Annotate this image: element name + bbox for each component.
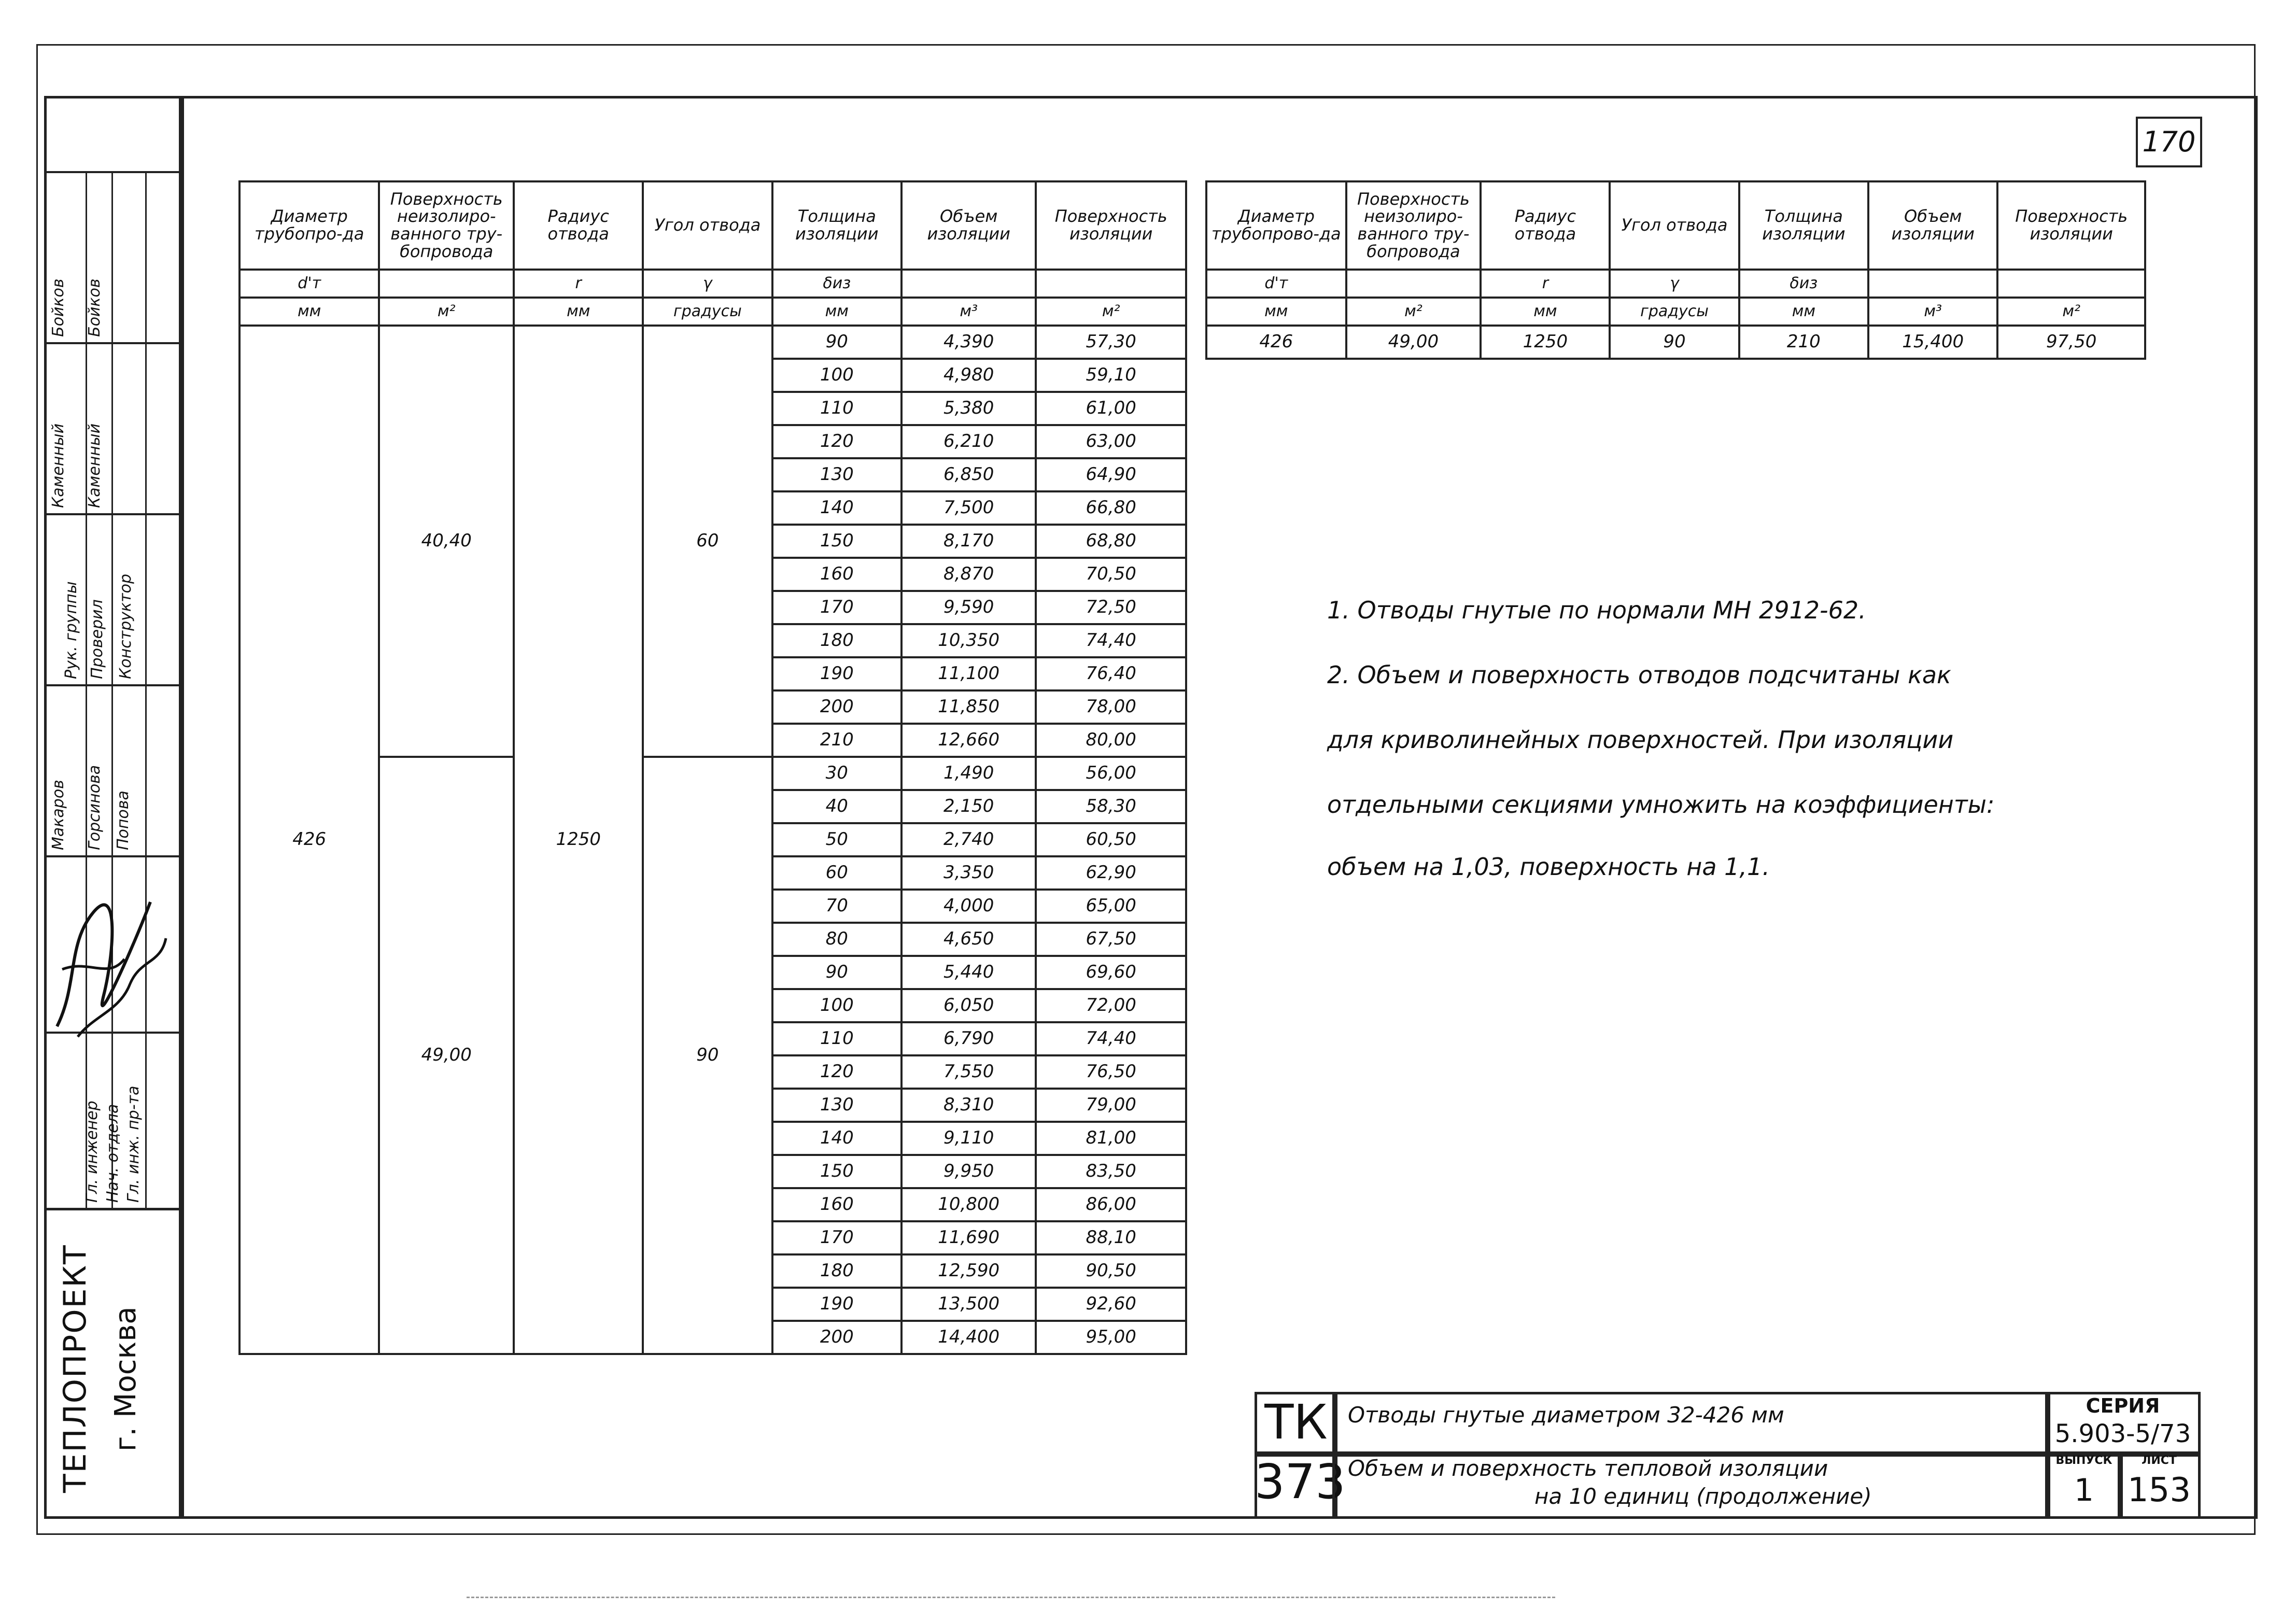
issue-value: 1 — [2074, 1472, 2094, 1508]
cell: 100 — [772, 359, 902, 392]
unit-cell: мм — [514, 298, 643, 326]
cell: 92,60 — [1036, 1288, 1186, 1321]
cell: 4,650 — [902, 923, 1036, 956]
cell: 13,500 — [902, 1288, 1036, 1321]
stamp-name: Каменный — [86, 423, 104, 508]
unit-cell: м² — [379, 298, 514, 326]
cell: 5,380 — [902, 392, 1036, 425]
cell: 130 — [772, 1089, 902, 1122]
note-line: 2. Объем и поверхность отводов подсчитаны как — [1327, 661, 1951, 689]
cell: 50 — [772, 823, 902, 856]
stamp-role: Гл. инженер — [83, 1101, 101, 1203]
cell: 63,00 — [1036, 425, 1186, 458]
page-number: 170 — [2136, 117, 2202, 167]
cell: 12,590 — [902, 1254, 1036, 1288]
col-header: Объем изоляции — [902, 181, 1036, 270]
stamp-role: Проверил — [88, 599, 106, 679]
symbol-cell: γ — [643, 270, 772, 298]
cell: 57,30 — [1036, 326, 1186, 359]
angle-cell: 60 — [643, 326, 772, 757]
symbol-cell: γ — [1610, 270, 1739, 298]
angle-cell: 90 — [643, 757, 772, 1354]
cell: 10,800 — [902, 1188, 1036, 1221]
cell: 170 — [772, 1221, 902, 1254]
cell: 200 — [772, 690, 902, 724]
scan-line — [467, 1597, 1555, 1598]
cell: 78,00 — [1036, 690, 1186, 724]
cell: 120 — [772, 1055, 902, 1089]
unit-cell: мм — [1481, 298, 1610, 326]
unit-cell: мм — [240, 298, 379, 326]
insulation-table-single — [1205, 180, 2146, 360]
cell: 120 — [772, 425, 902, 458]
cell: 80,00 — [1036, 724, 1186, 757]
unit-cell: м³ — [1868, 298, 1997, 326]
unit-cell: м² — [1997, 298, 2145, 326]
symbol-cell: δиз — [772, 270, 902, 298]
unit-row — [1206, 298, 2145, 326]
table-row — [240, 757, 1186, 790]
unit-cell: мм — [1206, 298, 1346, 326]
cell: 140 — [772, 491, 902, 525]
note-line: 1. Отводы гнутые по нормали МН 2912-62. — [1327, 596, 1866, 624]
cell: 9,950 — [902, 1155, 1036, 1188]
cell: 6,210 — [902, 425, 1036, 458]
cell: 97,50 — [1997, 326, 2145, 359]
symbol-cell — [1036, 270, 1186, 298]
cell: 190 — [772, 1288, 902, 1321]
cell: 5,440 — [902, 956, 1036, 989]
cell: 90 — [772, 956, 902, 989]
cell: 30 — [772, 757, 902, 790]
title-line1: Отводы гнутые диаметром 32-426 мм — [1348, 1402, 1784, 1428]
cell: 8,310 — [902, 1089, 1036, 1122]
cell: 9,590 — [902, 591, 1036, 624]
unit-row — [240, 298, 1186, 326]
cell: 12,660 — [902, 724, 1036, 757]
symbol-cell: d'т — [240, 270, 379, 298]
symbol-row — [240, 270, 1186, 298]
cell: 11,100 — [902, 657, 1036, 690]
col-header: Угол отвода — [1610, 181, 1739, 270]
cell: 150 — [772, 1155, 902, 1188]
cell: 95,00 — [1036, 1321, 1186, 1354]
cell: 88,10 — [1036, 1221, 1186, 1254]
stamp-name: Бойков — [86, 278, 104, 337]
cell: 90 — [772, 326, 902, 359]
symbol-cell: r — [1481, 270, 1610, 298]
cell: 1250 — [1481, 326, 1610, 359]
cell: 160 — [772, 1188, 902, 1221]
note-line: для криволинейных поверхностей. При изоляции — [1327, 726, 1954, 754]
cell: 130 — [772, 458, 902, 491]
org-name: ТЕПЛОПРОЕКТ — [57, 1244, 93, 1493]
cell: 4,980 — [902, 359, 1036, 392]
title-line3: на 10 единиц (продолжение) — [1534, 1484, 1872, 1509]
unit-cell: градусы — [1610, 298, 1739, 326]
cell: 64,90 — [1036, 458, 1186, 491]
cell: 7,550 — [902, 1055, 1036, 1089]
cell: 80 — [772, 923, 902, 956]
cell: 190 — [772, 657, 902, 690]
cell: 74,40 — [1036, 624, 1186, 657]
series-label: СЕРИЯ — [2086, 1394, 2160, 1417]
cell: 72,00 — [1036, 989, 1186, 1022]
cell: 72,50 — [1036, 591, 1186, 624]
symbol-cell — [1346, 270, 1481, 298]
cell: 14,400 — [902, 1321, 1036, 1354]
cell: 11,850 — [902, 690, 1036, 724]
table-header-row — [1206, 181, 2145, 270]
cell: 81,00 — [1036, 1122, 1186, 1155]
radius-cell: 1250 — [514, 326, 643, 1354]
unit-cell: м² — [1036, 298, 1186, 326]
cell: 76,50 — [1036, 1055, 1186, 1089]
cell: 74,40 — [1036, 1022, 1186, 1055]
cell: 67,50 — [1036, 923, 1186, 956]
cell: 59,10 — [1036, 359, 1186, 392]
cell: 6,850 — [902, 458, 1036, 491]
col-header: Толщина изоляции — [1739, 181, 1868, 270]
cell: 1,490 — [902, 757, 1036, 790]
col-header: Поверхность изоляции — [1036, 181, 1186, 270]
symbol-cell — [1868, 270, 1997, 298]
issue-label: ВЫПУСК — [2055, 1454, 2112, 1467]
cell: 2,150 — [902, 790, 1036, 823]
col-header: Объем изоляции — [1868, 181, 1997, 270]
title-code-bottom: 373 — [1255, 1454, 1346, 1510]
table-row — [1206, 326, 2145, 359]
cell: 180 — [772, 624, 902, 657]
cell: 65,00 — [1036, 890, 1186, 923]
cell: 426 — [1206, 326, 1346, 359]
cell: 140 — [772, 1122, 902, 1155]
cell: 110 — [772, 1022, 902, 1055]
col-header: Радиус отвода — [514, 181, 643, 270]
unit-cell: м³ — [902, 298, 1036, 326]
cell: 58,30 — [1036, 790, 1186, 823]
col-header: Диаметр трубопро-да — [240, 181, 379, 270]
insulation-table-main — [238, 180, 1187, 1355]
stamp-name: Каменный — [49, 423, 67, 508]
symbol-cell — [902, 270, 1036, 298]
cell: 60 — [772, 856, 902, 890]
cell: 10,350 — [902, 624, 1036, 657]
stamp-role: Конструктор — [117, 573, 135, 679]
symbol-cell — [1997, 270, 2145, 298]
unit-cell: м² — [1346, 298, 1481, 326]
cell: 210 — [772, 724, 902, 757]
cell: 100 — [772, 989, 902, 1022]
cell: 200 — [772, 1321, 902, 1354]
cell: 8,870 — [902, 558, 1036, 591]
cell: 40 — [772, 790, 902, 823]
title-line2: Объем и поверхность тепловой изоляции — [1348, 1456, 1828, 1481]
cell: 70 — [772, 890, 902, 923]
unit-cell: мм — [772, 298, 902, 326]
cell: 110 — [772, 392, 902, 425]
cell: 56,00 — [1036, 757, 1186, 790]
cell: 66,80 — [1036, 491, 1186, 525]
symbol-row — [1206, 270, 2145, 298]
title-code-top: ТК — [1264, 1394, 1328, 1450]
diameter-cell: 426 — [240, 326, 379, 1354]
cell: 160 — [772, 558, 902, 591]
cell: 150 — [772, 525, 902, 558]
stamp-role: Гл. инж. пр-та — [124, 1085, 143, 1203]
table-header-row — [240, 181, 1186, 270]
cell: 4,000 — [902, 890, 1036, 923]
stamp-name: Бойков — [49, 278, 67, 337]
cell: 76,40 — [1036, 657, 1186, 690]
cell: 60,50 — [1036, 823, 1186, 856]
cell: 11,690 — [902, 1221, 1036, 1254]
cell: 61,00 — [1036, 392, 1186, 425]
symbol-cell — [379, 270, 514, 298]
col-header: Диаметр трубопрово-да — [1206, 181, 1346, 270]
cell: 2,740 — [902, 823, 1036, 856]
col-header: Поверхность неизолиро-ванного тру-бопровода — [379, 181, 514, 270]
stamp-name: Попова — [114, 791, 132, 850]
cell: 90 — [1610, 326, 1739, 359]
cell: 86,00 — [1036, 1188, 1186, 1221]
cell: 6,790 — [902, 1022, 1036, 1055]
stamp-separator — [44, 1208, 179, 1210]
sheet-value: 153 — [2127, 1471, 2191, 1510]
cell: 180 — [772, 1254, 902, 1288]
cell: 62,90 — [1036, 856, 1186, 890]
stamp-col-line — [145, 171, 147, 1208]
stamp-name: Горсинова — [86, 765, 104, 850]
cell: 69,60 — [1036, 956, 1186, 989]
cell: 7,500 — [902, 491, 1036, 525]
col-header: Радиус отвода — [1481, 181, 1610, 270]
series-value: 5.903-5/73 — [2054, 1419, 2191, 1448]
stamp-role: Нач. отдела — [104, 1104, 122, 1203]
symbol-cell: r — [514, 270, 643, 298]
unit-cell: градусы — [643, 298, 772, 326]
table-row — [240, 326, 1186, 359]
cell: 210 — [1739, 326, 1868, 359]
cell: 6,050 — [902, 989, 1036, 1022]
note-line: объем на 1,03, поверхность на 1,1. — [1327, 853, 1770, 881]
cell: 170 — [772, 591, 902, 624]
sheet-label: ЛИСТ — [2142, 1454, 2177, 1467]
cell: 79,00 — [1036, 1089, 1186, 1122]
cell: 9,110 — [902, 1122, 1036, 1155]
cell: 4,390 — [902, 326, 1036, 359]
col-header: Поверхность изоляции — [1997, 181, 2145, 270]
col-header: Угол отвода — [643, 181, 772, 270]
cell: 68,80 — [1036, 525, 1186, 558]
cell: 83,50 — [1036, 1155, 1186, 1188]
org-city: г. Москва — [109, 1306, 143, 1451]
signatures — [47, 881, 176, 1047]
col-header: Толщина изоляции — [772, 181, 902, 270]
surface-cell: 40,40 — [379, 326, 514, 757]
symbol-cell: d'т — [1206, 270, 1346, 298]
cell: 15,400 — [1868, 326, 1997, 359]
stamp-name: Макаров — [49, 780, 67, 850]
cell: 3,350 — [902, 856, 1036, 890]
cell: 90,50 — [1036, 1254, 1186, 1288]
unit-cell: мм — [1739, 298, 1868, 326]
symbol-cell: δиз — [1739, 270, 1868, 298]
surface-cell: 49,00 — [379, 757, 514, 1354]
stamp-col-line — [111, 171, 113, 1208]
cell: 49,00 — [1346, 326, 1481, 359]
cell: 70,50 — [1036, 558, 1186, 591]
col-header: Поверхность неизолиро-ванного тру-бопровода — [1346, 181, 1481, 270]
cell: 8,170 — [902, 525, 1036, 558]
note-line: отдельными секциями умножить на коэффициенты: — [1327, 791, 1995, 819]
table-body — [240, 326, 1186, 1354]
stamp-role: Рук. группы — [62, 581, 80, 679]
